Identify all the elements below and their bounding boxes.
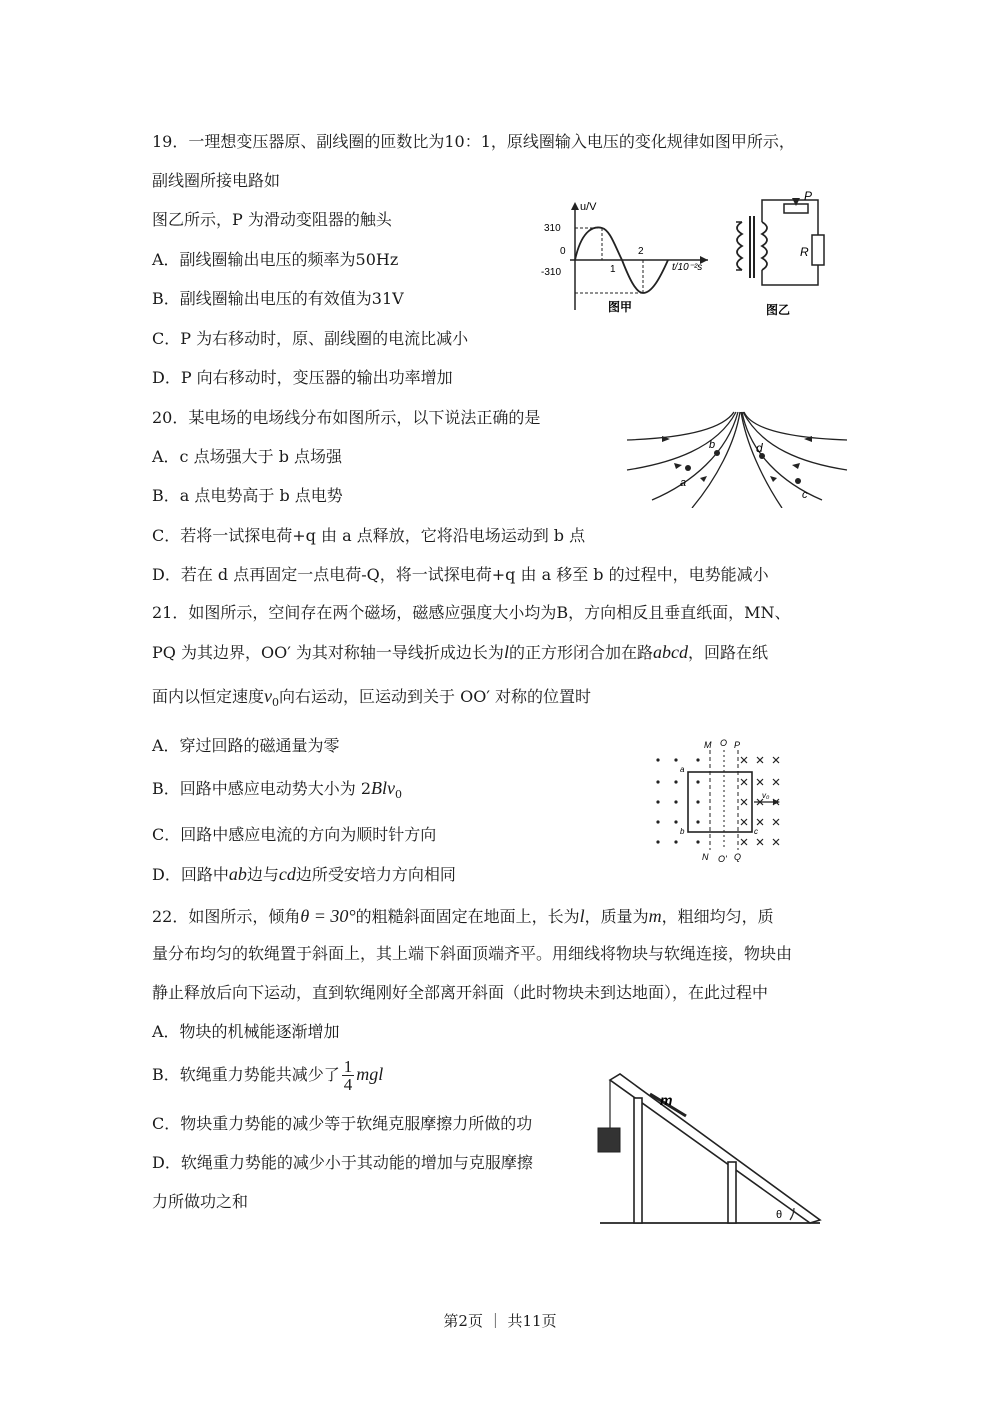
q19-stem-line1: 19．一理想变压器原、副线圈的匝数比为10：1，原线圈输入电压的变化规律如图甲所示， <box>152 132 795 151</box>
q21-option-d-text: D．回路中 <box>152 865 229 884</box>
q22-option-d-line1: D．软绳重力势能的减少小于其动能的增加与克服摩擦 <box>152 1153 533 1172</box>
q21-stem-line2-text-2: 的正方形闭合加在路 <box>508 643 653 662</box>
q22-stem-line1 <box>152 906 774 927</box>
q21-option-b-formula: Blv <box>371 778 396 798</box>
q21-stem-line2-text: PQ 为其边界，OO′ 为其对称轴一导线折成边长为 <box>152 643 504 662</box>
q19-fig-a-ymin: -310 <box>541 267 562 278</box>
q22-option-b <box>152 1058 383 1093</box>
q21-label-v0: v₀ <box>762 791 770 800</box>
q21-option-b <box>152 778 402 805</box>
q21-label-b: b <box>680 827 685 836</box>
q19-figure-a <box>540 198 712 318</box>
q22-option-b-text: B．软绳重力势能共减少了 <box>152 1065 340 1084</box>
field-dot <box>674 800 677 803</box>
field-cross <box>757 819 763 825</box>
q20-option-b: B．a 点电势高于 b 点电势 <box>152 486 343 505</box>
q22-stem-line1-text: 22．如图所示，倾角 <box>152 907 301 926</box>
q21-label-q: Q <box>734 852 742 862</box>
q21-velocity-symbol: v <box>264 686 273 706</box>
field-dot <box>656 840 659 843</box>
q19-option-c: C．P 为右移动时，原、副线圈的电流比减小 <box>152 329 469 348</box>
q22-stem-line2: 量分布均匀的软绳置于斜面上，其上端下斜面顶端齐平。用细线将物块与软绳连接，物块由 <box>152 944 793 963</box>
q22-stem-line1-text-2: 的粗糙斜面固定在地面上，长为 <box>355 907 580 926</box>
field-dot <box>656 780 659 783</box>
q19-stem-line2: 副线圈所接电路如 <box>152 171 281 190</box>
q20-option-c: C．若将一试探电荷+q 由 a 点释放，它将沿电场运动到 b 点 <box>152 526 586 545</box>
q21-velocity-subscript: 0 <box>272 696 280 710</box>
q21-label-o: O <box>720 738 728 748</box>
q19-stem-line3: 图乙所示，P 为滑动变阻器的触头 <box>152 210 392 229</box>
q20-label-b: b <box>709 439 716 451</box>
q19-fig-b-caption: 图乙 <box>766 303 791 317</box>
q21-label-p: P <box>734 740 741 750</box>
q20-option-a: A．c 点场强大于 b 点场强 <box>152 447 343 466</box>
q21-label-o-prime: O' <box>718 854 727 864</box>
q21-label-m: M <box>704 740 712 750</box>
q21-side-length-symbol: l <box>503 642 509 662</box>
q22-angle-formula: θ = 30° <box>300 906 356 926</box>
q22-option-b-formula: mgl <box>356 1064 384 1084</box>
q19-fig-a-yaxis-label: u/V <box>580 201 597 213</box>
q21-loop-symbol: abcd <box>652 642 688 662</box>
field-cross <box>741 819 747 825</box>
q19-option-d: D．P 向右移动时，变压器的输出功率增加 <box>152 368 453 387</box>
field-cross <box>773 839 779 845</box>
q21-option-d-text-2: 边与 <box>246 865 279 884</box>
q21-stem-line2-text-3: ，回路在纸 <box>687 643 768 662</box>
q19-option-b: B．副线圈输出电压的有效值为31V <box>152 289 404 308</box>
q19-fig-a-tick2: 2 <box>638 246 644 257</box>
q19-fig-a-caption: 图甲 <box>608 300 633 314</box>
q22-option-d-line2: 力所做功之和 <box>152 1192 249 1211</box>
field-cross <box>773 779 779 785</box>
q20-label-c: c <box>802 489 808 501</box>
q22-fraction-denominator: 4 <box>343 1075 353 1094</box>
q22-label-theta: θ <box>776 1209 783 1221</box>
q20-field-figure <box>622 408 852 508</box>
q21-stem-line2 <box>152 642 768 663</box>
q19-fig-b-label-p: P <box>804 190 813 203</box>
field-cross <box>741 839 747 845</box>
q21-stem-line3-text-2: 向右运动，叵运动到关于 OO′ 对称的位置时 <box>279 687 592 706</box>
q22-length-symbol: l <box>579 906 585 926</box>
q21-magnetic-field-figure <box>650 738 800 866</box>
field-dot <box>696 820 699 823</box>
q21-option-d-cd: cd <box>278 864 296 884</box>
field-cross <box>757 779 763 785</box>
q20-label-a: a <box>680 477 687 489</box>
q21-label-n: N <box>702 852 709 862</box>
q21-stem-line1: 21．如图所示，空间存在两个磁场，磁感应强度大小均为B，方向相反且垂直纸面，MN、 <box>152 603 791 622</box>
q20-label-d: d <box>756 441 763 455</box>
q22-stem-line1-text-3: ，质量为 <box>584 907 649 926</box>
q22-fraction-numerator: 1 <box>343 1057 353 1076</box>
field-cross <box>773 819 779 825</box>
q21-label-c: c <box>754 827 758 836</box>
field-cross <box>757 757 763 763</box>
q21-option-a: A．穿过回路的磁通量为零 <box>152 736 340 755</box>
q21-option-c: C．回路中感应电流的方向为顺时针方向 <box>152 825 437 844</box>
q22-mass-symbol: m <box>648 906 662 926</box>
q20-stem: 20．某电场的电场线分布如图所示，以下说法正确的是 <box>152 408 541 427</box>
field-cross <box>773 757 779 763</box>
q21-option-b-subscript: 0 <box>395 788 403 802</box>
q21-stem-line3-text: 面内以恒定速度 <box>152 687 265 706</box>
q19-option-a: A．副线圈输出电压的频率为50Hz <box>152 250 399 269</box>
field-dot <box>696 840 699 843</box>
field-dot <box>696 780 699 783</box>
q21-option-d <box>152 864 456 885</box>
field-dot <box>656 800 659 803</box>
field-dot <box>674 840 677 843</box>
field-cross <box>741 757 747 763</box>
q21-option-d-ab: ab <box>228 864 247 884</box>
q22-stem-line3: 静止释放后向下运动，直到软绳刚好全部离开斜面（此时物块未到达地面），在此过程中 <box>152 983 769 1002</box>
field-dot <box>674 820 677 823</box>
q22-incline-figure <box>590 1070 826 1230</box>
q20-option-d: D．若在 d 点再固定一点电荷-Q，将一试探电荷+q 由 a 移至 b 的过程中，电势能减小 <box>152 565 769 584</box>
field-dot <box>656 820 659 823</box>
q19-fig-a-tick1: 1 <box>610 264 616 275</box>
q19-fig-a-xaxis-label: t/10⁻²s <box>672 262 703 273</box>
field-dot <box>656 758 659 761</box>
field-dot <box>674 780 677 783</box>
q22-stem-line1-text-4: ，粗细均匀，质 <box>661 907 774 926</box>
q22-option-a: A．物块的机械能逐渐增加 <box>152 1022 340 1041</box>
field-dot <box>674 758 677 761</box>
q19-fig-b-label-r: R <box>800 245 809 259</box>
field-dot <box>696 800 699 803</box>
q22-option-c: C．物块重力势能的减少等于软绳克服摩擦力所做的功 <box>152 1114 533 1133</box>
q19-figure-b <box>720 190 840 320</box>
field-cross <box>757 839 763 845</box>
field-dot <box>696 758 699 761</box>
q21-option-d-text-3: 边所受安培力方向相同 <box>295 865 456 884</box>
field-cross <box>741 799 747 805</box>
q21-stem-line3 <box>152 686 591 713</box>
page-footer: 第2页 ｜ 共11页 <box>443 1312 557 1330</box>
field-cross <box>741 779 747 785</box>
q22-label-m: m <box>660 1092 673 1108</box>
q21-label-a: a <box>680 765 685 774</box>
q19-fig-a-ymax: 310 <box>544 223 561 234</box>
q22-option-b-fraction <box>342 1058 355 1093</box>
q19-fig-a-origin: 0 <box>560 246 566 257</box>
q21-option-b-text: B．回路中感应电动势大小为 2 <box>152 779 372 798</box>
